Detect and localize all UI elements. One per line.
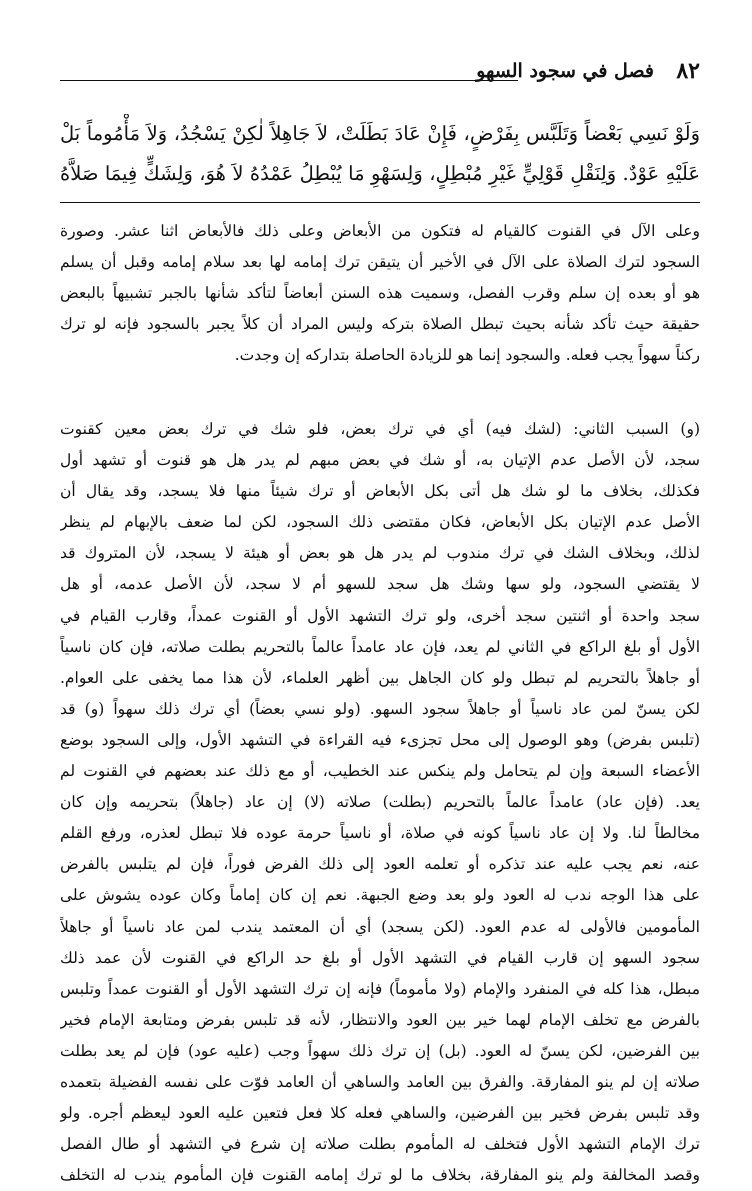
page-header [60,58,700,90]
commentary-paragraph-1 [60,216,700,371]
text-separator-rule [60,202,700,203]
running-title: فصل في سجود السهو [476,60,654,82]
commentary-line: وقصد المخالفة ولم ينو المفارقة، بخلاف ما لو ترك إمامه القنوت فإن المأموم يندب له التخلف [60,1166,700,1185]
page-number: ٨٢ [676,58,700,84]
commentary-paragraph-2 [60,414,700,1191]
commentary-line: ركناً سهواً يجب فعله. والسجود إنما هو للزيادة الحاصلة بتداركه إن وجدت. [234,346,700,365]
commentary-line: حقيقة حيث تأكد شأنه بحيث تبطل الصلاة بتركه وليس المراد أن كلاً يجبر بالسجود فإنه لو ترك [60,315,700,334]
commentary-line: مخالطاً لنا. ولا إن عاد ناسياً كونه في صلاة، أو ناسياً حرمة عوده فلا تبطل لعذره، ورفع القلم [60,824,700,843]
commentary-line: صلاته إن لم ينو المفارقة. والفرق بين العامد والساهي أن العامد فوّت على نفسه الفضيلة بتعمده [60,1072,700,1091]
commentary-line: وعلى الآل في القنوت كالقيام له فتكون من الأبعاض وعلى ذلك فالأبعاض اثنا عشر. وصورة [60,222,700,240]
commentary-line: المأمومين فالأولى له عدم العود. (لكن يسجد) أي أن المعتمد يندب لمن عاد ناسياً أو جاهلاً [60,917,700,936]
commentary-line: سجد واحدة أو اثنتين سجد أخرى، ولو ترك التشهد الأول أو القنوت عمداً، وقارب القيام في [60,606,700,625]
commentary-line: الأعضاء السبعة وإن لم يتحامل ولم ينكس عند الخطيب، أو مع ذلك عند بعضهم في القنوت لم [60,762,700,781]
commentary-line: يعد. (فإن عاد) عامداً عالماً بالتحريم (بطلت) صلاته (لا) إن عاد (جاهلاً) بتحريمه وإن كان [60,793,700,812]
commentary-line: سجود السهو إن قارب القيام في التشهد الأول أو بلغ حد الراكع في القنوت لأن عمد ذلك [60,948,700,967]
commentary-line: فكذلك، بخلاف ما لو شك هل أتى بكل الأبعاض أو ترك شيئاً منها فلا يسجد، وقد يقال أن [60,482,700,501]
commentary-line: مبطل، هذا كله في المنفرد والإمام (ولا مأموماً) فإنه إن ترك التشهد الأول أو القنوت عمداً وتلبس [60,979,700,998]
header-rule [60,80,518,81]
commentary-line: السجود لترك الصلاة على الآل في الأخير أن يتيقن ترك إمامه لها بعد سلام إمامه وقبل أن يسلم [60,253,700,272]
commentary-line: (تلبس بفرض) وهو الوصول إلى محل تجزىء فيه القراءة في التشهد الأول، وإلى السجود بوضع [60,730,700,749]
matn-line: عَلَيْهِ عَوْدٌ. وَلِنَقْلِ قَوْلِيٍّ غَيْرِ مُبْطِلٍ، وَلِسَهْوِ مَا يُبْطِلُ عَمْدُهُ لاَ هُوَ، وَلِشَكٍّ فِيمَا صَلاَّهُ [60,162,700,185]
commentary-line: وقد تلبس بفرض فخير بين الفرضين، والساهي فعله كلا فعل فتعين عليه العود ليعظم أجره. ولو [60,1104,700,1123]
commentary-line: لا يقتضي السجود، ولو سها وشك هل سجد للسهو أم لا سجد، لأن الأصل عدمه، أو هل [60,575,700,594]
commentary-line: الأصل عدم الإتيان بكل الأبعاض، فكان مقتضى ذلك السجود، لكن لما ضعف بالإبهام لم ينظر [60,513,700,532]
commentary-line: سجد، لأن الأصل عدم الإتيان به، أو شك في بعض مبهم لم يدر هل هو قنوت أو تشهد أول [60,451,700,470]
commentary-line: على هذا الوجه ندب له العود ولو بعد وضع الجبهة. نعم إن كان إماماً وكان عوده يشوش على [60,886,700,905]
commentary-line: ترك الإمام التشهد الأول فتخلف له المأموم بطلت صلاته إن شرع في التشهد أو طال الفصل [60,1135,700,1154]
commentary-line: بالفرض مع تخلف الإمام لهما خير بين العود والانتظار، لأنه قد تلبس بفرض ومتابعة الإمام فخير [60,1010,700,1029]
commentary-line: (و) السبب الثاني: (لشك فيه) أي في ترك بعض، فلو شك في ترك بعض معين كقنوت [60,420,700,438]
commentary-line: الأول أو بلغ الراكع في الثاني لم يعد، فإن عاد عامداً عالماً بالتحريم بطلت صلاته، فإن كان ناسياً [60,637,700,656]
commentary-line: هو أو بعده إن سلم وقرب الفصل، وسميت هذه السنن أبعاضاً لتأكد شأنها بالجبر تشبيهاً بالبعض [60,284,700,303]
commentary-line: لكن يسنّ لمن عاد ناسياً أو جاهلاً سجود السهو. (ولو نسي بعضاً) أي ترك ذلك سهواً (و) قد [60,699,700,718]
book-page [60,0,700,1185]
commentary-line: عنه، نعم يجب عليه عند تذكره أو تعلمه العود إلى ذلك الفرض فوراً، فإن لم يتلبس بالفرض [60,855,700,874]
commentary-line: لذلك، وبخلاف الشك في ترك مندوب لم يدر هل هو بعض أو هيئة لا يسجد، لأن المتروك قد [60,544,700,563]
matn-line: وَلَوْ نَسِي بَعْضاً وَتَلَبَّس بِفَرْضٍ، فَإِنْ عَادَ بَطَلَتْ، لاَ جَاهِلاً لٰكِنْ يَسْجُدُ، وَلاَ مَأْمُوماً بَلْ [60,122,700,145]
commentary-line: بين الفرضين، لكن يسنّ له العود. (بل) إن ترك ذلك سهواً وجب (عليه عود) فإن لم يعد بطلت [60,1041,700,1060]
matn-verse [60,114,700,194]
commentary-line: أو جاهلاً بالتحريم لم تبطل ولو كان الجاهل بين أظهر العلماء، لأن هذا مما يخفى على العوام. [60,668,700,687]
